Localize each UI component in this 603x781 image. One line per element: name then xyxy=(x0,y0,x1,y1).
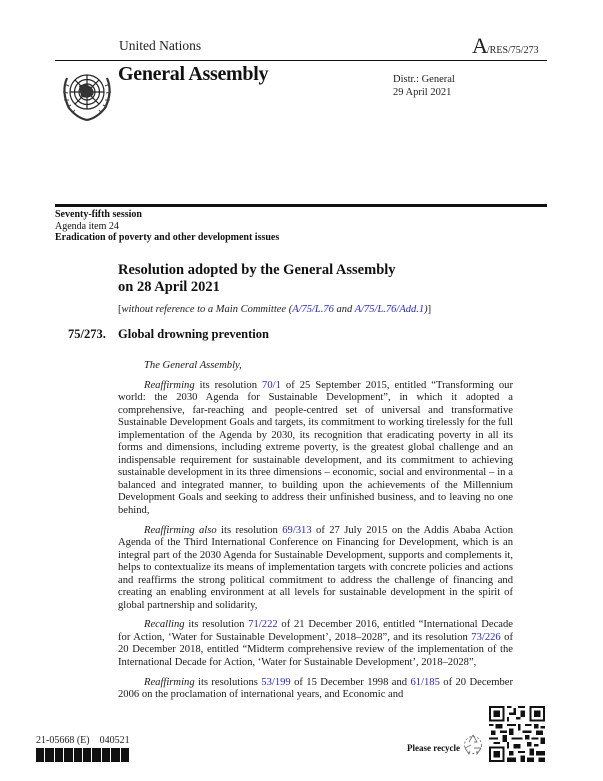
paragraph-lead: Reaffirming xyxy=(144,676,195,688)
intro-text: The General Assembly, xyxy=(144,360,242,371)
document-code: 21-05668 (E) 040521 xyxy=(36,735,130,746)
paragraph-lead: Reaffirming also xyxy=(144,524,217,536)
paragraph-text: its resolution xyxy=(194,379,263,391)
paragraph-text: of 20 December 2018, entitled “Midterm comprehensive review of the implementation of the International Decade for Action, ‘Water for Sustainable Development’, 2018–2028”, xyxy=(118,631,513,669)
reference-text: without reference to a Main Committee ( xyxy=(121,304,293,315)
link-a-75-l76[interactable]: A/75/L.76 xyxy=(292,304,334,315)
paragraph-text: its resolutions xyxy=(194,676,262,688)
resolution-title: Global drowning prevention xyxy=(118,327,269,341)
paragraph-text: its resolution xyxy=(184,619,249,631)
preamble-paragraph-4 xyxy=(118,677,513,702)
un-emblem-icon xyxy=(57,64,117,124)
session-rule xyxy=(55,204,547,207)
header-rule xyxy=(55,60,547,61)
bracket-close: ] xyxy=(427,304,432,315)
resolution-heading xyxy=(118,262,396,296)
paragraph-text: of 15 December 1998 and xyxy=(290,676,411,688)
link-resolution-70-1[interactable]: 70/1 xyxy=(262,379,281,391)
recycle-icon xyxy=(462,733,484,755)
distribution-block xyxy=(393,73,455,99)
paragraph-lead: Recalling xyxy=(144,619,185,631)
preamble-paragraph-1 xyxy=(118,380,513,518)
link-resolution-61-185[interactable]: 61/185 xyxy=(410,676,440,688)
agenda-item: Agenda item 24 xyxy=(55,220,119,232)
link-a-75-l76-add1[interactable]: A/75/L.76/Add.1 xyxy=(354,304,425,315)
reference-and: and xyxy=(333,304,355,315)
paragraph-text: its resolution xyxy=(216,524,283,536)
issue-date: 29 April 2021 xyxy=(393,87,452,98)
session-block xyxy=(55,209,279,244)
preamble-paragraph-3 xyxy=(118,619,513,669)
session-name: Seventy-fifth session xyxy=(55,209,142,220)
link-resolution-53-199[interactable]: 53/199 xyxy=(261,676,291,688)
link-resolution-71-222[interactable]: 71/222 xyxy=(248,619,278,631)
resolution-number: 75/273. xyxy=(68,327,106,341)
organization-name: United Nations xyxy=(119,38,202,53)
resolution-body xyxy=(118,360,513,709)
paragraph-text: of 20 December 2006 on the proclamation of international years, and Economic and xyxy=(118,676,513,701)
barcode-icon xyxy=(36,748,129,762)
bracket-open: [ xyxy=(118,304,122,315)
resolution-heading-line1: Resolution adopted by the General Assembly xyxy=(118,262,396,278)
paragraph-lead: Reaffirming xyxy=(144,379,195,391)
preamble-paragraph-2 xyxy=(118,525,513,613)
preamble-intro xyxy=(118,360,513,373)
reference-close-paren: ) xyxy=(424,304,428,315)
paragraph-text: of 25 September 2015, entitled “Transforming our world: the 2030 Agenda for Sustainable Development”, in which it adopted a comprehensive, far-reaching and people-centred set of universal and transformative Sustainable Development Goals and targets, its commitment to working tirelessly for the full implementation of the Agenda by 2030, its recognition that eradicating poverty in all its forms and dimensions, including extreme poverty, is the greatest global challenge and an indispensable requirement for sustainable development, and its commitment to achieving sustainable development in its three dimensions – economic, social and environmental – in a balanced and integrated manner, to building upon the achievements of the Millennium Development Goals and seeking to address their unfinished business, and to leaving no one behind, xyxy=(118,379,513,517)
paragraph-text: of 21 December 2016, entitled “International Decade for Action, ‘Water for Sustainable Development’, 2018–2028”, and its resolution xyxy=(118,619,514,643)
agenda-title: Eradication of poverty and other development issues xyxy=(55,232,280,243)
document-symbol xyxy=(472,33,539,59)
qr-code-icon xyxy=(489,706,545,762)
distribution: Distr.: General xyxy=(393,74,455,85)
link-resolution-73-226[interactable]: 73/226 xyxy=(471,631,501,643)
resolution-heading-line2: on 28 April 2021 xyxy=(118,279,220,295)
recycle-label: Please recycle xyxy=(407,743,461,753)
symbol-rest: /RES/75/273 xyxy=(486,45,539,56)
body-name: General Assembly xyxy=(118,63,269,85)
symbol-prefix: A xyxy=(472,33,487,58)
committee-reference xyxy=(118,304,431,315)
link-resolution-69-313[interactable]: 69/313 xyxy=(282,524,312,536)
paragraph-text: of 27 July 2015 on the Addis Ababa Action Agenda of the Third International Conference on Financing for Development, which is an integral part of the 2030 Agenda for Sustainable Development, supports and complements it, helps to contextualize its means of implementation targets with concrete policies and actions and reaffirms the strong political commitment to address the challenge of financing and creating an enabling environment at all levels for sustainable development in the spirit of global partnership and solidarity, xyxy=(118,524,513,611)
